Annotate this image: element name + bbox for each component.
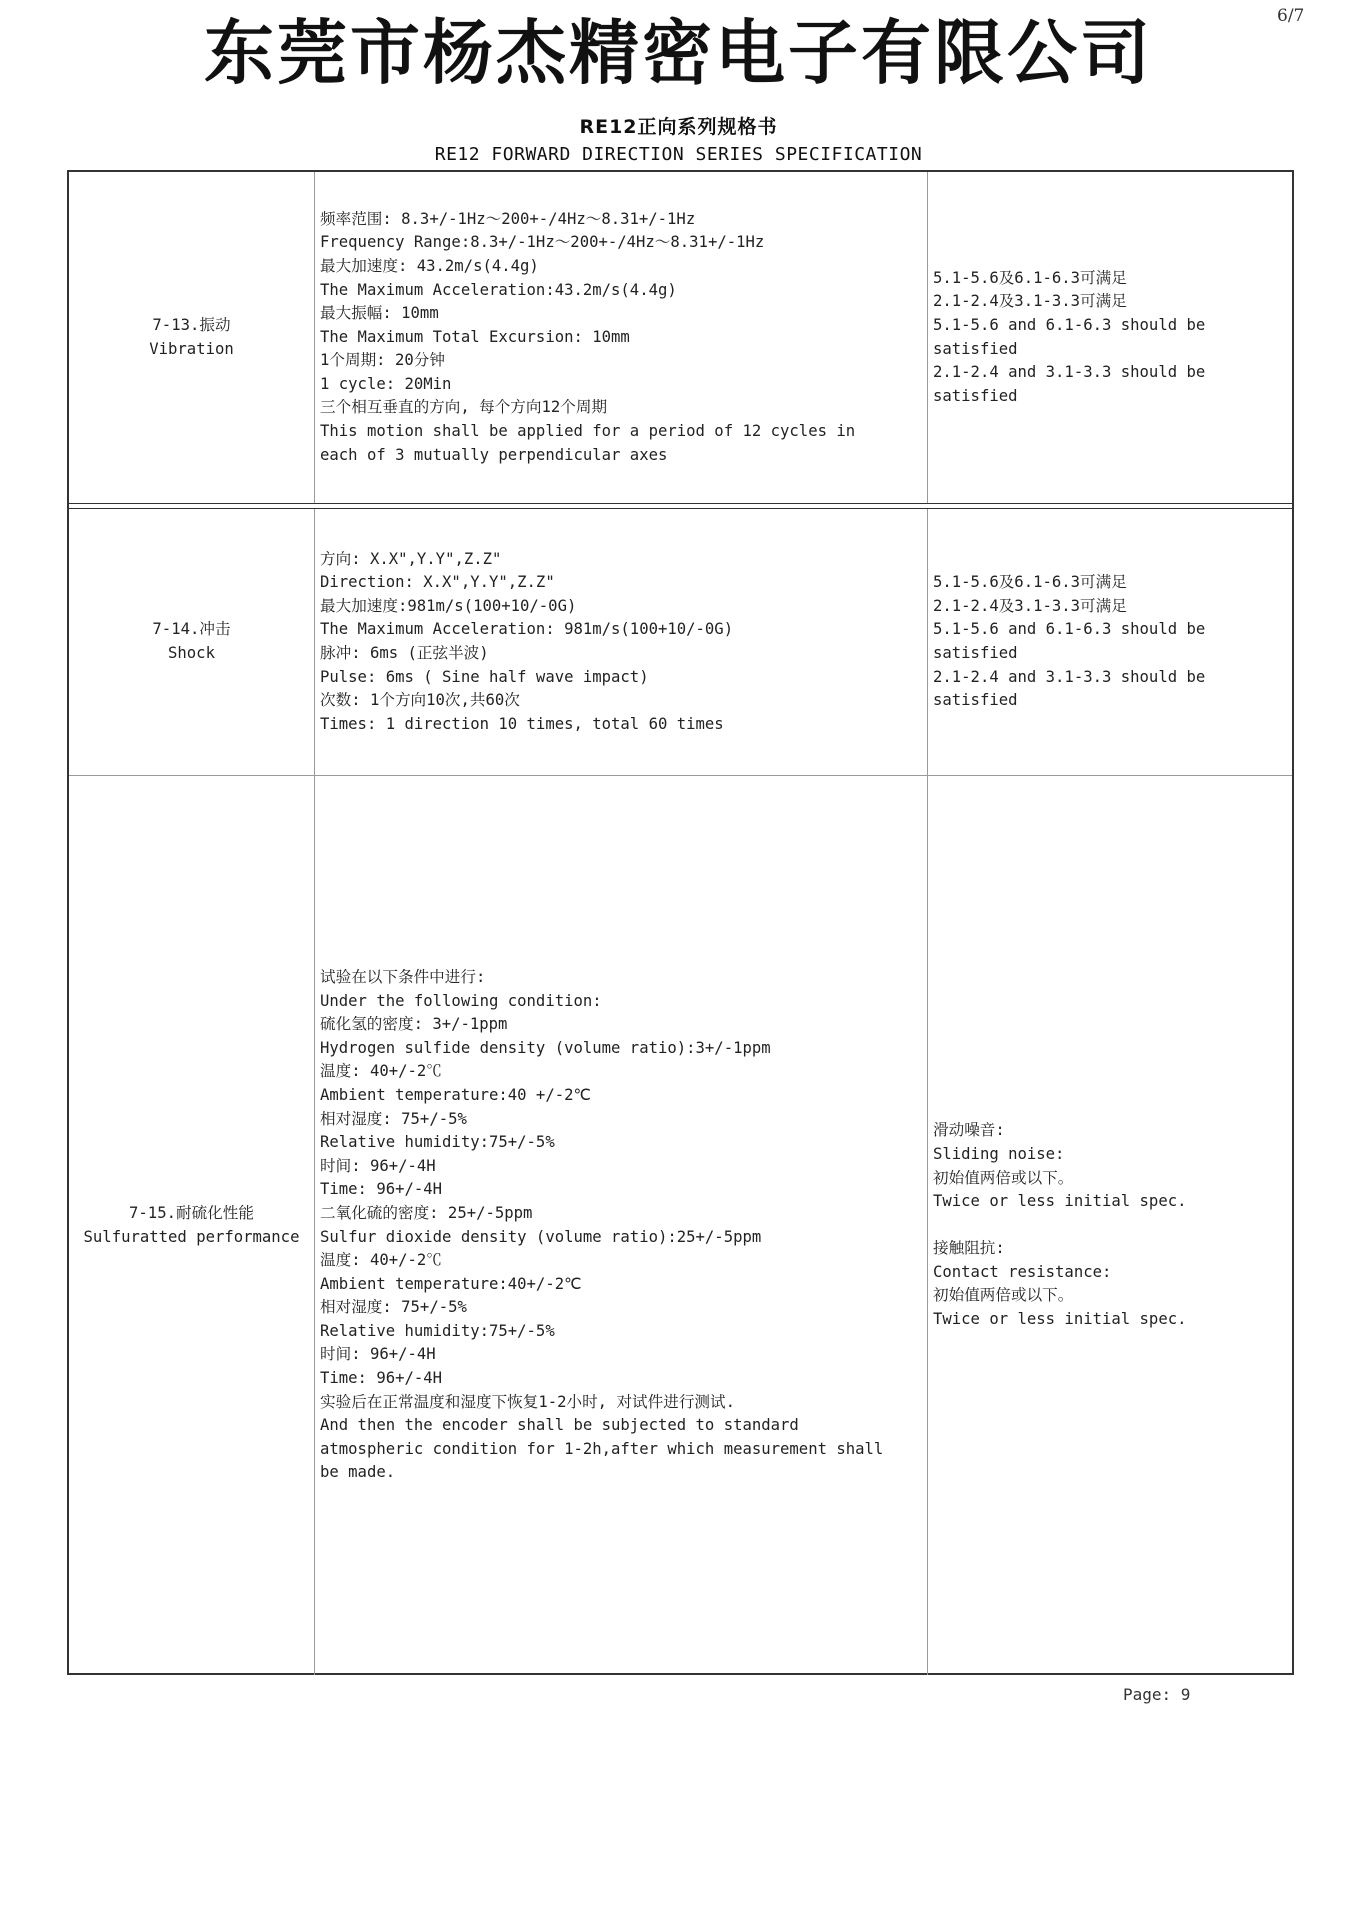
condition-line: 硫化氢的密度: 3+/-1ppm <box>320 1015 508 1034</box>
condition-line: 最大振幅: 10mm <box>320 304 439 323</box>
condition-line: Time: 96+/-4H <box>320 1180 443 1199</box>
test-item-cn: 7-14.冲击 <box>152 620 231 639</box>
condition-line: Ambient temperature:40+/-2℃ <box>320 1274 582 1293</box>
requirement-line: 5.1-5.6 and 6.1-6.3 should be <box>933 315 1206 334</box>
requirements-cell <box>928 172 1294 503</box>
condition-line: Frequency Range:8.3+/-1Hz～200+-/4Hz～8.31+/-1Hz <box>320 233 765 252</box>
condition-line: Ambient temperature:40 +/-2℃ <box>320 1085 591 1104</box>
requirement-line: 2.1-2.4及3.1-3.3可满足 <box>933 596 1127 615</box>
spec-table <box>67 170 1294 1675</box>
requirement-line: satisfied <box>933 691 1018 710</box>
requirement-line: Contact resistance: <box>933 1262 1112 1281</box>
condition-line: The Maximum Acceleration: 981m/s(100+10/-0G) <box>320 620 734 639</box>
condition-line: atmospheric condition for 1-2h,after which measurement shall <box>320 1439 884 1458</box>
test-item-cell <box>69 509 314 775</box>
requirement-line <box>933 1214 1294 1238</box>
test-item-cell <box>69 172 314 503</box>
condition-line: Hydrogen sulfide density (volume ratio):3+/-1ppm <box>320 1038 771 1057</box>
table-row <box>69 776 1292 1675</box>
requirement-line: 2.1-2.4 and 3.1-3.3 should be <box>933 667 1206 686</box>
condition-line: Direction: X.X",Y.Y",Z.Z" <box>320 573 555 592</box>
condition-line: Under the following condition: <box>320 991 602 1010</box>
condition-line: Relative humidity:75+/-5% <box>320 1321 555 1340</box>
requirement-line: 5.1-5.6 and 6.1-6.3 should be <box>933 620 1206 639</box>
condition-line: Pulse: 6ms ( Sine half wave impact) <box>320 667 649 686</box>
condition-line: The Maximum Acceleration:43.2m/s(4.4g) <box>320 280 677 299</box>
test-item-cn: 7-13.振动 <box>152 315 231 334</box>
doc-title-en: RE12 FORWARD DIRECTION SERIES SPECIFICATION <box>434 144 923 165</box>
condition-line: 相对湿度: 75+/-5% <box>320 1298 467 1317</box>
condition-line: 试验在以下条件中进行: <box>320 967 486 986</box>
condition-line: 温度: 40+/-2℃ <box>320 1062 442 1081</box>
requirement-line: 初始值两倍或以下。 <box>933 1168 1074 1187</box>
requirement-line: Twice or less initial spec. <box>933 1192 1187 1211</box>
condition-line: be made. <box>320 1463 396 1482</box>
requirements-cell <box>928 776 1294 1675</box>
requirement-line: satisfied <box>933 386 1018 405</box>
condition-line: And then the encoder shall be subjected to standard <box>320 1416 799 1435</box>
condition-line: Times: 1 direction 10 times, total 60 times <box>320 714 724 733</box>
test-conditions-cell <box>315 776 927 1675</box>
condition-line: 方向: X.X",Y.Y",Z.Z" <box>320 549 502 568</box>
test-item-en: Sulfuratted performance <box>83 1227 300 1246</box>
table-row <box>69 172 1292 504</box>
condition-line: Sulfur dioxide density (volume ratio):25+/-5ppm <box>320 1227 762 1246</box>
condition-line: 次数: 1个方向10次,共60次 <box>320 691 520 710</box>
footer-page-number: Page: 9 <box>1123 1685 1191 1704</box>
condition-line: 时间: 96+/-4H <box>320 1156 436 1175</box>
requirement-line: 2.1-2.4 and 3.1-3.3 should be <box>933 363 1206 382</box>
requirement-line: 滑动噪音: <box>933 1121 1005 1140</box>
requirement-line: 5.1-5.6及6.1-6.3可满足 <box>933 573 1127 592</box>
requirement-line: satisfied <box>933 339 1018 358</box>
condition-line: 二氧化硫的密度: 25+/-5ppm <box>320 1203 533 1222</box>
condition-line: 最大加速度: 43.2m/s(4.4g) <box>320 256 539 275</box>
company-name: 东莞市杨杰精密电子有限公司 <box>204 12 1153 94</box>
requirement-line: 2.1-2.4及3.1-3.3可满足 <box>933 292 1127 311</box>
condition-line: This motion shall be applied for a period of 12 cycles in <box>320 422 856 441</box>
requirement-line: 初始值两倍或以下。 <box>933 1286 1074 1305</box>
test-item-cell <box>69 776 314 1675</box>
test-item-en: Shock <box>168 644 215 662</box>
condition-line: The Maximum Total Excursion: 10mm <box>320 327 630 346</box>
requirement-line: satisfied <box>933 644 1018 662</box>
condition-line: 温度: 40+/-2℃ <box>320 1251 442 1270</box>
page-index: 6/7 <box>1277 6 1305 26</box>
test-item-en: Vibration <box>149 339 234 358</box>
condition-line: Relative humidity:75+/-5% <box>320 1133 555 1152</box>
test-item-cn: 7-15.耐硫化性能 <box>129 1203 254 1222</box>
table-row <box>69 508 1292 776</box>
requirement-line: 接触阻抗: <box>933 1239 1005 1258</box>
condition-line: 相对湿度: 75+/-5% <box>320 1109 467 1128</box>
condition-line: 实验后在正常温度和湿度下恢复1-2小时, 对试件进行测试. <box>320 1392 735 1411</box>
condition-line: 频率范围: 8.3+/-1Hz～200+-/4Hz～8.31+/-1Hz <box>320 209 696 228</box>
test-conditions-cell <box>315 509 927 775</box>
requirements-cell <box>928 509 1294 775</box>
test-conditions-cell <box>315 172 927 503</box>
condition-line: 时间: 96+/-4H <box>320 1345 436 1364</box>
condition-line: 最大加速度:981m/s(100+10/-0G) <box>320 596 577 615</box>
condition-line: 三个相互垂直的方向, 每个方向12个周期 <box>320 398 608 417</box>
condition-line: 1 cycle: 20Min <box>320 374 452 393</box>
doc-title-cn: RE12正向系列规格书 <box>579 116 778 138</box>
requirement-line: Sliding noise: <box>933 1144 1065 1163</box>
requirement-line: Twice or less initial spec. <box>933 1310 1187 1329</box>
condition-line: Time: 96+/-4H <box>320 1369 443 1388</box>
condition-line: 1个周期: 20分钟 <box>320 351 445 370</box>
condition-line: each of 3 mutually perpendicular axes <box>320 445 668 464</box>
requirement-line: 5.1-5.6及6.1-6.3可满足 <box>933 268 1127 287</box>
condition-line: 脉冲: 6ms (正弦半波) <box>320 644 489 662</box>
